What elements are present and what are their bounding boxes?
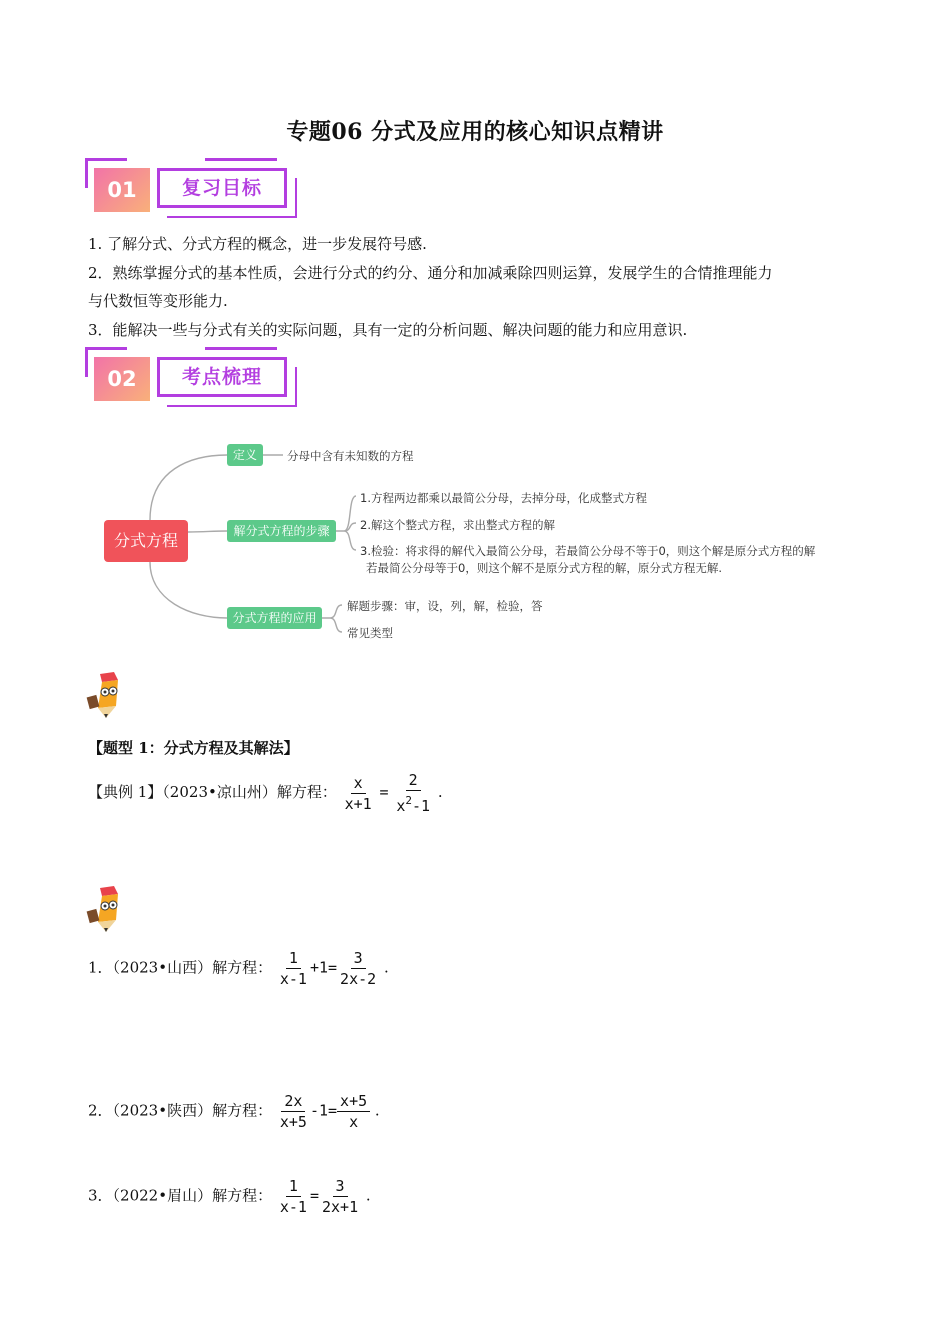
connector-application bbox=[150, 562, 227, 618]
section-number: 02 bbox=[94, 357, 150, 401]
banner-bracket bbox=[205, 158, 277, 161]
objective-2: 2．熟练掌握分式的基本性质，会进行分式的约分、通分和加减乘除四则运算，发展学生的合情推理能力 bbox=[88, 264, 773, 282]
objective-1: 1. 了解分式、分式方程的概念，进一步发展符号感. bbox=[88, 235, 427, 253]
exercise-1: 1．（2023•山西）解方程： $\frac{1}{x-1}$ +1= $\frac{3}{2x-2}$ . bbox=[88, 949, 389, 988]
mindmap-node-definition: 定义 bbox=[227, 444, 263, 466]
objective-3: 3．能解决一些与分式有关的实际问题，具有一定的分析问题、解决问题的能力和应用意识. bbox=[88, 321, 688, 339]
objective-2-cont: 与代数恒等变形能力. bbox=[88, 292, 228, 310]
section-label: 复习目标 bbox=[157, 168, 287, 208]
fraction: $\frac{x}{x+1}$ bbox=[344, 773, 372, 813]
mindmap-leaf: 2.解这个整式方程，求出整式方程的解 bbox=[360, 518, 555, 532]
pencil-mascot-icon bbox=[84, 670, 128, 720]
mindmap-leaf: 解题步骤：审，设，列，解，检验，答 bbox=[347, 599, 543, 613]
section-label: 考点梳理 bbox=[157, 357, 287, 397]
mindmap-leaf: 1.方程两边都乘以最简公分母，去掉分母，化成整式方程 bbox=[360, 491, 647, 505]
mindmap-leaf: 若最简公分母等于0，则这个解不是原分式方程的解，原分式方程无解. bbox=[366, 561, 722, 575]
mindmap-root: 分式方程 bbox=[104, 520, 188, 562]
banner-bracket bbox=[85, 158, 88, 188]
banner-bracket bbox=[85, 347, 127, 350]
mindmap-leaf: 常见类型 bbox=[347, 626, 393, 640]
mindmap-leaf: 3.检验：将求得的解代入最简公分母，若最简公分母不等于0，则这个解是原分式方程的解 bbox=[360, 544, 816, 558]
connector-app-leaves bbox=[322, 605, 342, 632]
section-number: 01 bbox=[94, 168, 150, 212]
pencil-mascot-icon bbox=[84, 884, 128, 934]
connector-steps bbox=[188, 531, 227, 532]
page-title: 专题06 分式及应用的核心知识点精讲 bbox=[286, 119, 664, 145]
fraction: $\frac{2x}{x+5}$ bbox=[279, 1092, 307, 1131]
fraction: $\frac{1}{x-1}$ bbox=[279, 949, 307, 988]
banner-bracket bbox=[85, 158, 127, 161]
exercise-3: 3．（2022•眉山）解方程： $\frac{1}{x-1}$ = $\frac{3}{2x+1}$ . bbox=[88, 1177, 371, 1216]
banner-bracket bbox=[85, 347, 88, 377]
fraction: $\frac{3}{2x-2}$ bbox=[340, 949, 377, 988]
fraction: $\frac{2}{x^2-1}$ bbox=[396, 771, 431, 815]
section-banner-objectives bbox=[85, 158, 305, 224]
mindmap-leaf: 分母中含有未知数的方程 bbox=[287, 449, 414, 463]
mindmap-node-steps: 解分式方程的步骤 bbox=[227, 520, 336, 542]
question-type-heading: 【题型 1：分式方程及其解法】 bbox=[88, 739, 299, 757]
fraction: $\frac{x+5}{x}$ bbox=[337, 1091, 370, 1132]
connector-definition bbox=[150, 455, 227, 520]
mindmap-node-application: 分式方程的应用 bbox=[227, 607, 322, 629]
example-1: 【典例 1】（2023•凉山州）解方程： $\frac{x}{x+1}$ = $\frac{2}{x^2-1}$ . bbox=[88, 771, 443, 815]
section-banner-keypoints bbox=[85, 347, 305, 413]
banner-bracket bbox=[205, 347, 277, 350]
connector-step-leaves bbox=[336, 496, 356, 550]
fraction: $\frac{1}{x-1}$ bbox=[279, 1177, 307, 1216]
exercise-2: 2．（2023•陕西）解方程： $\frac{2x}{x+5}$ -1= $\frac{x+5}{x}$ . bbox=[88, 1092, 380, 1131]
fraction: $\frac{3}{2x+1}$ bbox=[321, 1177, 359, 1216]
example-prefix: 【典例 1】（2023•凉山州）解方程： bbox=[88, 783, 337, 801]
